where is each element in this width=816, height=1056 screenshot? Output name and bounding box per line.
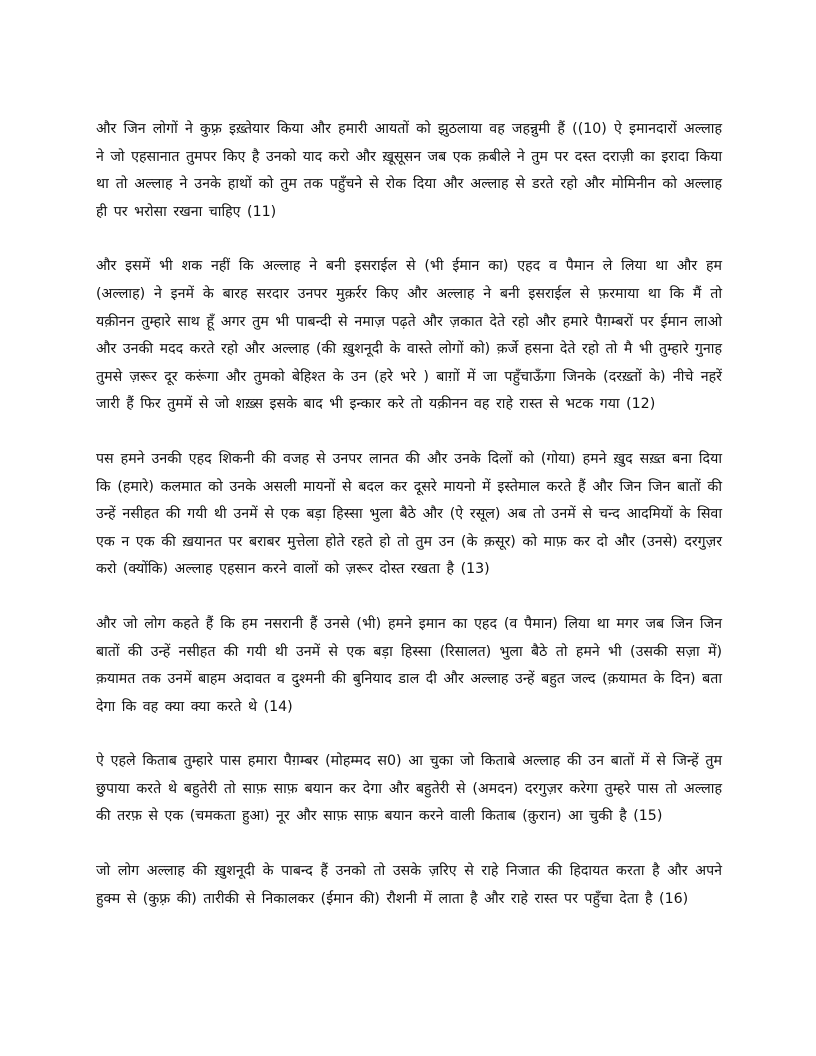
- paragraph-verse-15: ऐ एहले किताब तुम्हारे पास हमारा पैग़म्बर (मोहम्मद स0) आ चुका जो किताबे अल्लाह की उन बातों में से जिन्हें तुम छुपाया करते थे बहुतेरी तो साफ़ साफ़ बयान कर देगा और बहुतेरी से (अमदन) दरगुज़र करेगा तुम्हरे पास तो अल्लाह की तरफ़ से एक (चमकता हुआ) नूर और साफ़ साफ़ बयान करने वाली किताब (क़ुरान) आ चुकी है (15): [96, 753, 722, 825]
- paragraph-verses-10-11: और जिन लोगों ने कुफ़्र इख़्तेयार किया और हमारी आयतों को झुठलाया वह जहन्नुमी हैं ((10) ऐ इमानदारों अल्लाह ने जो एहसानात तुमपर किए है उनको याद करो और ख़ूसूसन जब एक क़बीले ने तुम पर दस्त दराज़ी का इरादा किया था तो अल्लाह ने उनके हाथों को तुम तक पहुँचने से रोक दिया और अल्लाह से डरते रहो और मोमिनीन को अल्लाह ही पर भरोसा रखना चाहिए (11): [96, 121, 722, 220]
- paragraph-verse-13: पस हमने उनकी एहद शिकनी की वजह से उनपर लानत की और उनके दिलों को (गोया) हमने ख़ुद सख़्त बना दिया कि (हमारे) कलमात को उनके असली मायनों से बदल कर दूसरे मायनो में इस्तेमाल करते हैं और जिन जिन बातों की उन्हें नसीहत की गयी थी उनमें से एक बड़ा हिस्सा भुला बैठे और (ऐ रसूल) अब तो उनमें से चन्द आदमियों के सिवा एक न एक की ख़यानत पर बराबर मुत्तेला होते रहते हो तो तुम उन (के क़सूर) को माफ़ कर दो और (उनसे) दरगुज़र करो (क्योंकि) अल्लाह एहसान करने वालों को ज़रूर दोस्त रखता है (13): [96, 450, 722, 578]
- document-page: [96, 116, 722, 940]
- paragraph-verse-12: और इसमें भी शक नहीं कि अल्लाह ने बनी इसराईल से (भी ईमान का) एहद व पैमान ले लिया था और हम (अल्लाह) ने इनमें के बारह सरदार उनपर मुक़र्रर किए और अल्लाह ने बनी इसराईल से फ़रमाया था कि मैं तो यक़ीनन तुम्हारे साथ हूँ अगर तुम भी पाबन्दी से नमाज़ पढ़ते और ज़कात देते रहो और हमारे पैग़म्बरों पर ईमान लाओ और उनकी मदद करते रहो और अल्लाह (की ख़ुशनूदी के वास्ते लोगों को) क़र्जे हसना देते रहो तो मै भी तुम्हारे गुनाह तुमसे ज़रूर दूर करूंगा और तुमको बेहिश्त के उन (हरे भरे ) बाग़ों में जा पहुँचाऊँगा जिनके (दरख़्तों के) नीचे नहरें जारी हैं फिर तुममें से जो शख़्स इसके बाद भी इन्कार करे तो यक़ीनन वह राहे रास्त से भटक गया (12): [96, 258, 722, 413]
- paragraph-verse-14: और जो लोग कहते हैं कि हम नसरानी हैं उनसे (भी) हमने इमान का एहद (व पैमान) लिया था मगर जब जिन जिन बातों की उन्हें नसीहत की गयी थी उनमें से एक बड़ा हिस्सा (रिसालत) भुला बैठे तो हमने भी (उसकी सज़ा में) क़यामत तक उनमें बाहम अदावत व दुश्मनी की बुनियाद डाल दी और अल्लाह उन्हें बहुत जल्द (क़यामत के दिन) बता देगा कि वह क्या क्या करते थे (14): [96, 615, 722, 715]
- paragraph-verse-16: जो लोग अल्लाह की ख़ुशनूदी के पाबन्द हैं उनको तो उसके ज़रिए से राहे निजात की हिदायत करता है और अपने हुक्म से (कुफ़्र की) तारीकी से निकालकर (ईमान की) रौशनी में लाता है और राहे रास्त पर पहुँचा देता है (16): [96, 863, 722, 907]
